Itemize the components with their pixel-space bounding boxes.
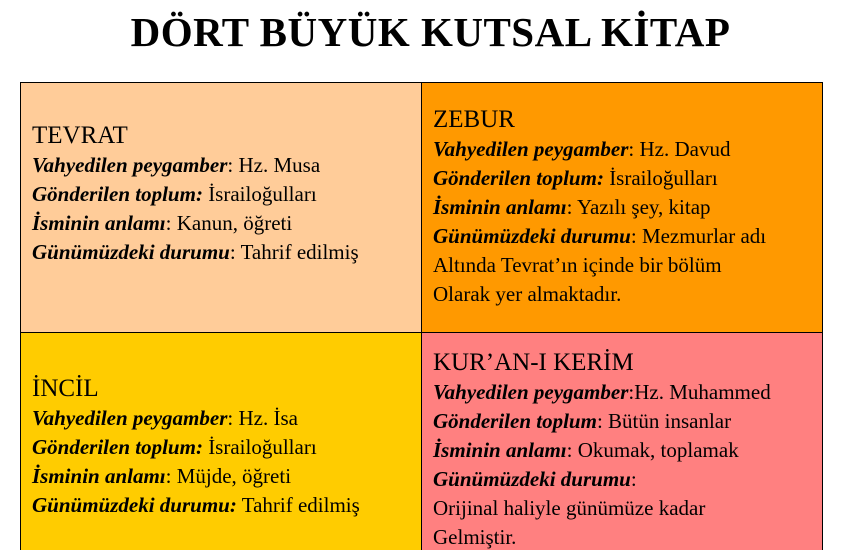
info-label: İsminin anlamı — [433, 195, 567, 219]
info-sep: : — [165, 211, 177, 235]
book-content — [32, 374, 360, 520]
book-name: ZEBUR — [433, 106, 515, 133]
info-label: Günümüzdeki durumu — [433, 467, 631, 491]
info-row-meaning — [32, 209, 359, 238]
book-cell-incil — [21, 333, 422, 550]
info-row-prophet — [32, 151, 359, 180]
info-row-prophet — [433, 378, 771, 407]
info-row-meaning — [32, 462, 360, 491]
info-value: Okumak, toplamak — [577, 438, 739, 462]
info-sep: : — [566, 438, 578, 462]
info-row-status — [433, 222, 766, 251]
page-title: DÖRT BÜYÜK KUTSAL KİTAP — [130, 9, 731, 55]
info-label: İsminin anlamı — [433, 438, 567, 462]
info-sep: : — [630, 467, 637, 491]
info-row-status — [433, 465, 771, 494]
info-label: Günümüzdeki durumu: — [32, 493, 237, 517]
info-row-meaning — [433, 193, 766, 222]
info-label: Gönderilen toplum: — [32, 182, 203, 206]
info-extra-line: Orijinal haliyle günümüze kadar — [433, 496, 706, 520]
info-row-community — [433, 407, 771, 436]
info-label: Gönderilen toplum — [433, 409, 597, 433]
info-row-status — [32, 491, 360, 520]
info-value: Hz. İsa — [238, 406, 298, 430]
info-row-community — [32, 433, 360, 462]
info-label: Günümüzdeki durumu — [433, 224, 631, 248]
info-extra-line: Altında Tevrat’ın içinde bir bölüm — [433, 253, 722, 277]
info-value: Mezmurlar adı — [641, 224, 767, 248]
info-label: İsminin anlamı — [32, 211, 166, 235]
info-sep: : — [227, 406, 239, 430]
info-value: İsrailoğulları — [609, 166, 718, 190]
info-sep: : — [628, 380, 635, 404]
book-cell-tevrat — [21, 83, 422, 333]
book-cell-zebur — [422, 83, 823, 333]
info-label: Vahyedilen peygamber — [32, 153, 228, 177]
info-value: Hz. Musa — [238, 153, 321, 177]
info-sep: : — [596, 409, 609, 433]
info-value: Bütün insanlar — [608, 409, 732, 433]
info-label: İsminin anlamı — [32, 464, 166, 488]
info-value: İsrailoğulları — [208, 435, 317, 459]
info-label: Gönderilen toplum: — [32, 435, 203, 459]
book-content — [433, 105, 766, 309]
info-row-prophet — [433, 135, 766, 164]
info-value: Tahrif edilmiş — [241, 493, 360, 517]
info-value: Hz. Davud — [639, 137, 731, 161]
books-table — [20, 82, 823, 550]
info-sep: : — [628, 137, 640, 161]
info-value: İsrailoğulları — [208, 182, 317, 206]
book-name: KUR’AN-I KERİM — [433, 349, 634, 376]
info-label: Vahyedilen peygamber — [433, 380, 629, 404]
info-row-community — [32, 180, 359, 209]
info-value: Tahrif edilmiş — [240, 240, 359, 264]
info-extra-line: Gelmiştir. — [433, 525, 517, 549]
info-extra-line: Olarak yer almaktadır. — [433, 282, 622, 306]
info-label: Gönderilen toplum: — [433, 166, 604, 190]
info-row-meaning — [433, 436, 771, 465]
info-sep: : — [165, 464, 177, 488]
book-content — [433, 348, 771, 550]
info-value: Hz. Muhammed — [634, 380, 771, 404]
book-name: İNCİL — [32, 375, 99, 402]
info-row-prophet — [32, 404, 360, 433]
book-name: TEVRAT — [32, 122, 128, 149]
info-label: Günümüzdeki durumu — [32, 240, 230, 264]
info-label: Vahyedilen peygamber — [433, 137, 629, 161]
info-value: Kanun, öğreti — [176, 211, 293, 235]
info-label: Vahyedilen peygamber — [32, 406, 228, 430]
info-sep: : — [566, 195, 577, 219]
book-cell-kuran — [422, 333, 823, 550]
info-row-community — [433, 164, 766, 193]
info-sep: : — [630, 224, 642, 248]
info-row-status — [32, 238, 359, 267]
info-sep: : — [227, 153, 239, 177]
info-value: Yazılı şey, kitap — [576, 195, 711, 219]
info-value: Müjde, öğreti — [176, 464, 292, 488]
info-sep: : — [229, 240, 241, 264]
book-content — [32, 121, 359, 267]
